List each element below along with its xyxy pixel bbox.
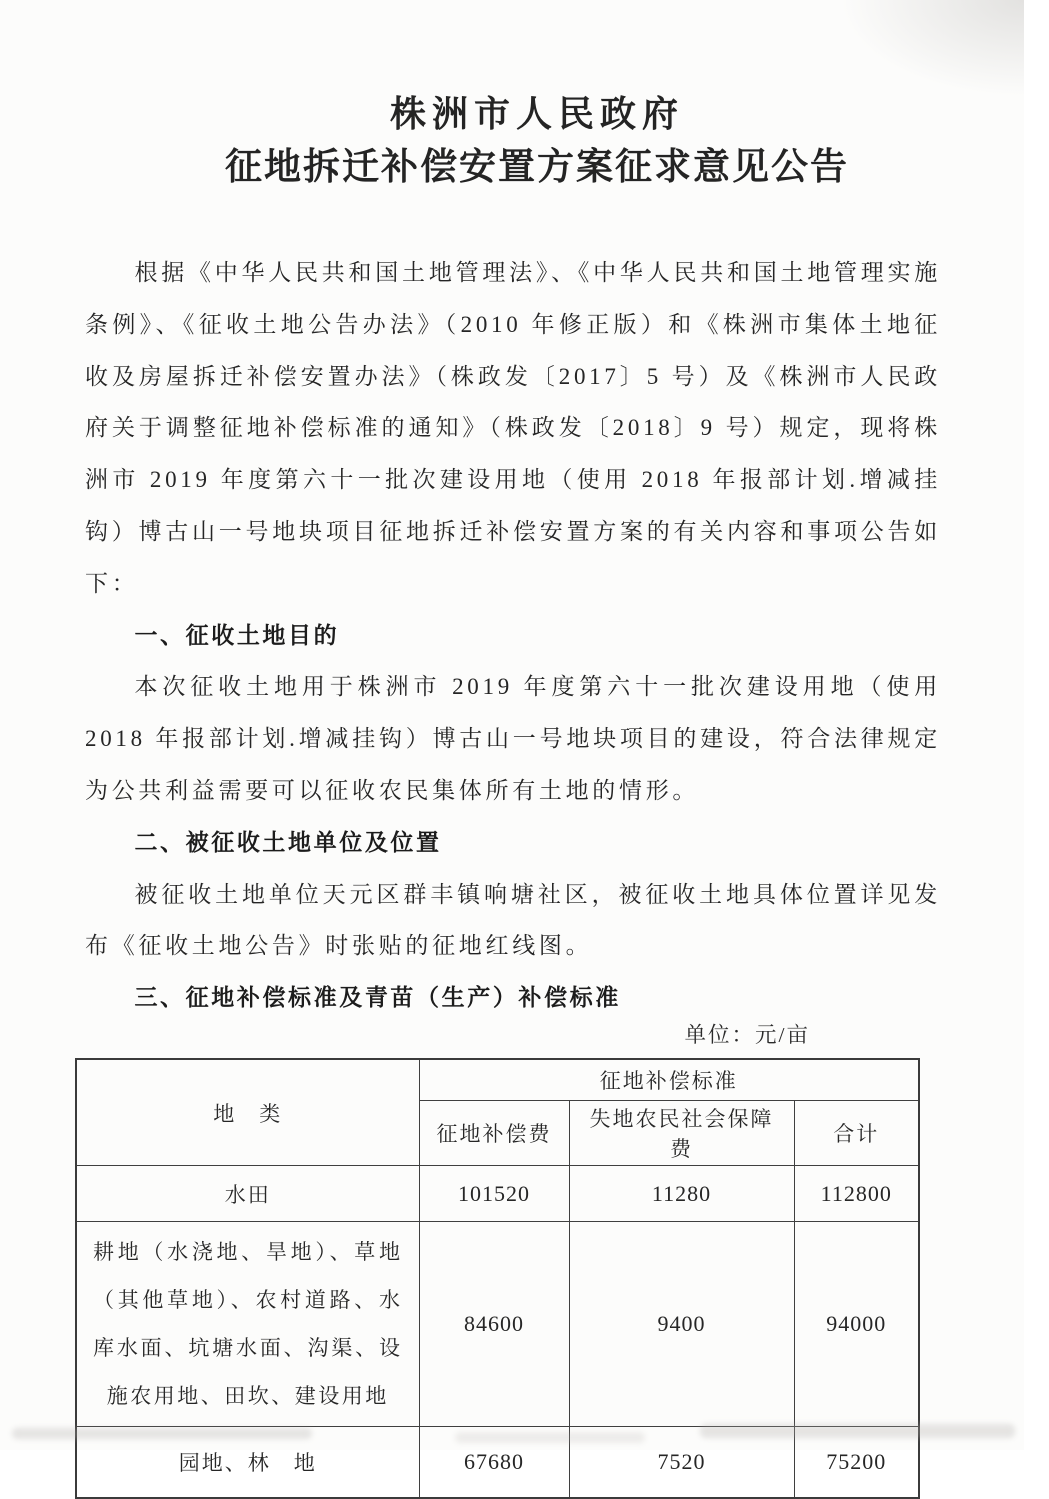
section1-heading: 一、征收土地目的 bbox=[134, 621, 340, 648]
cell-land-type: 园地、林 地 bbox=[76, 1427, 419, 1498]
cell-total: 94000 bbox=[794, 1222, 919, 1427]
header-social-security-fee: 失地农民社会保障费 bbox=[569, 1101, 794, 1166]
document-body bbox=[85, 247, 941, 1024]
cell-social-fee: 7520 bbox=[569, 1427, 794, 1498]
header-land-type: 地 类 bbox=[76, 1059, 419, 1166]
section1-paragraph: 本次征收土地用于株洲市 2019 年度第六十一批次建设用地（使用 2018 年报部计划.增减挂钩）博古山一号地块项目的建设，符合法律规定为公共利益需要可以征收农民集体所有土地的情形。 bbox=[85, 674, 941, 803]
table-row bbox=[76, 1166, 919, 1222]
cell-social-fee: 11280 bbox=[569, 1166, 794, 1222]
section3-heading: 三、征地补偿标准及青苗（生产）补偿标准 bbox=[134, 984, 621, 1011]
section2-heading: 二、被征收土地单位及位置 bbox=[134, 828, 442, 855]
title-document-name: 征地拆迁补偿安置方案征求意见公告 bbox=[225, 147, 849, 188]
document-title-block bbox=[25, 0, 1049, 196]
header-total: 合计 bbox=[794, 1101, 919, 1166]
table-header-row-group bbox=[76, 1059, 919, 1101]
cell-comp-fee: 84600 bbox=[419, 1222, 569, 1427]
table-unit-label: 单位：元/亩 bbox=[684, 1022, 810, 1047]
cell-comp-fee: 101520 bbox=[419, 1166, 569, 1222]
cell-total: 112800 bbox=[794, 1166, 919, 1222]
header-compensation-group: 征地补偿标准 bbox=[419, 1059, 919, 1101]
cell-social-fee: 9400 bbox=[569, 1222, 794, 1427]
cell-land-type: 水田 bbox=[76, 1166, 419, 1222]
intro-paragraph: 根据《中华人民共和国土地管理法》、《中华人民共和国土地管理实施条例》、《征收土地公告办法》（2010 年修正版）和《株洲市集体土地征收及房屋拆迁补偿安置办法》（株政发〔2017〕5 号）及《株洲市人民政府关于调整征地补偿标准的通知》（株政发〔2018〕9 号）规定，现将株洲市 2019 年度第六十一批次建设用地（使用 2018 年报部计划.增减挂钩）博古山一号地块项目征地拆迁补偿安置方案的有关内容和事项公告如下： bbox=[85, 260, 941, 596]
title-issuer: 株洲市人民政府 bbox=[389, 94, 684, 134]
table-row bbox=[76, 1222, 919, 1427]
cell-land-type: 耕地（水浇地、旱地）、草地（其他草地）、农村道路、水库水面、坑塘水面、沟渠、设施农用地、田坎、建设用地 bbox=[76, 1222, 419, 1427]
cell-comp-fee: 67680 bbox=[419, 1427, 569, 1498]
section2-paragraph: 被征收土地单位天元区群丰镇响塘社区，被征收土地具体位置详见发布《征收土地公告》时张贴的征地红线图。 bbox=[85, 881, 941, 959]
header-comp-fee: 征地补偿费 bbox=[419, 1101, 569, 1166]
compensation-standards-table bbox=[75, 1058, 920, 1499]
table-row bbox=[76, 1427, 919, 1498]
cell-total: 75200 bbox=[794, 1427, 919, 1498]
